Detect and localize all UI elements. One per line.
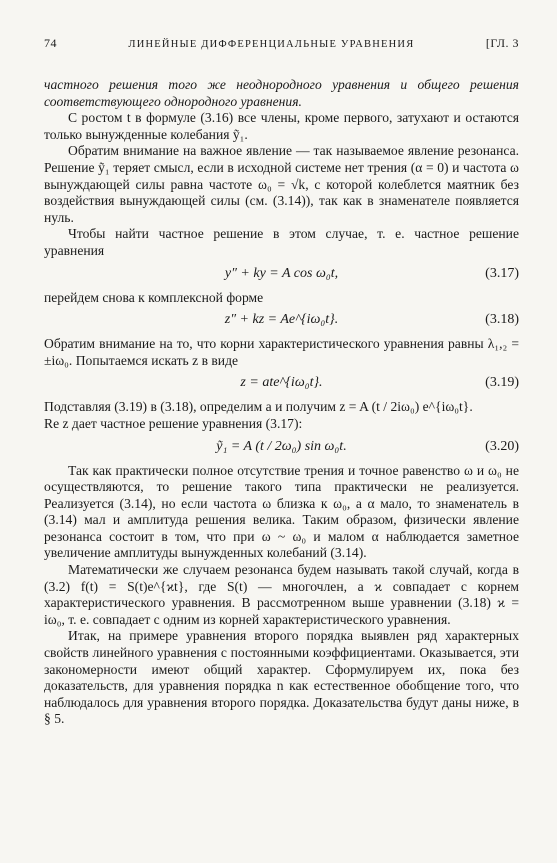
paragraph-2: С ростом t в формуле (3.16) все члены, кроме первого, затухают и остаются только вынужденные колебания ỹ₁. xyxy=(44,110,519,142)
equation-3-19 xyxy=(44,374,519,392)
equation-number: (3.19) xyxy=(485,375,519,391)
equation-3-18 xyxy=(44,311,519,329)
paragraph-1: частного решения того же неоднородного уравнения и общего решения соответствующего однородного уравнения. xyxy=(44,77,519,109)
paragraph-3: Обратим внимание на важное явление — так называемое явление резонанса. Решение ỹ₁ теряет смысл, если в исходной системе нет трения (α = 0) и частота ω вынуждающей силы равна частоте ω₀ = √k, с которой колеблется маятник без воздействия вынуждающей силы (см. (3.14)), так как в знаменателе появляется нуль. xyxy=(44,143,519,225)
page-header xyxy=(44,36,519,51)
paragraph-9: Так как практически полное отсутствие трения и точное равенство ω и ω₀ не осуществляются, то решение такого типа практически не реализуется. Реализуется (3.14), но если частота ω близка к ω₀, а α мало, то знаменатель в (3.14) мал и амплитуда решения велика. Таким образом, физически явление резонанса состоит в том, что при ω ~ ω₀ и малом α наблюдается заметное увеличение амплитуды вынужденных колебаний (3.14). xyxy=(44,462,519,561)
page-number: 74 xyxy=(44,36,57,50)
paragraph-8: Re z дает частное решение уравнения (3.17): xyxy=(44,415,303,431)
equation-expr: ỹ₁ = A (t / 2ω₀) sin ω₀t. xyxy=(216,438,347,454)
chapter-label: [ГЛ. 3 xyxy=(485,36,519,50)
paragraph-6: Обратим внимание на то, что корни характеристического уравнения равны λ₁,₂ = ±iω₀. Попытаемся искать z в виде xyxy=(44,336,519,368)
equation-number: (3.20) xyxy=(485,438,519,454)
equation-3-17 xyxy=(44,265,519,283)
equation-expr: z = ate^{iω₀t}. xyxy=(240,375,323,391)
equation-3-20 xyxy=(44,438,519,456)
paragraph-4: Чтобы найти частное решение в этом случае, т. е. частное решение уравнения xyxy=(44,226,519,258)
equation-expr: y″ + ky = A cos ω₀t, xyxy=(224,265,339,281)
paragraph-11: Итак, на примере уравнения второго порядка выявлен ряд характерных свойств линейного уравнения с постоянными коэффициентами. Оказывается, эти закономерности имеют общий характер. Сформулируем их, пока без доказательств, для уравнения порядка n как естественное обобщение того, что наблюдалось для уравнения второго порядка. Доказательства будут даны ниже, в § 5. xyxy=(44,628,519,727)
equation-number: (3.18) xyxy=(485,312,519,328)
paragraph-10: Математически же случаем резонанса будем называть такой случай, когда в (3.2) f(t) = S(t)e^{ϰt}, где S(t) — многочлен, а ϰ совпадает с корнем характеристического уравнения. В рассмотренном выше уравнении (3.18) ϰ = iω₀, т. е. совпадает с одним из корней характеристического уравнения. xyxy=(44,562,519,627)
equation-expr: z″ + kz = Ae^{iω₀t}. xyxy=(224,312,339,328)
running-title: ЛИНЕЙНЫЕ ДИФФЕРЕНЦИАЛЬНЫЕ УРАВНЕНИЯ xyxy=(128,39,415,50)
paragraph-7: Подставляя (3.19) в (3.18), определим a и получим z = A (t / 2iω₀) e^{iω₀t}. xyxy=(44,399,473,415)
paragraph-5: перейдем снова к комплексной форме xyxy=(44,289,264,305)
equation-number: (3.17) xyxy=(485,265,519,281)
